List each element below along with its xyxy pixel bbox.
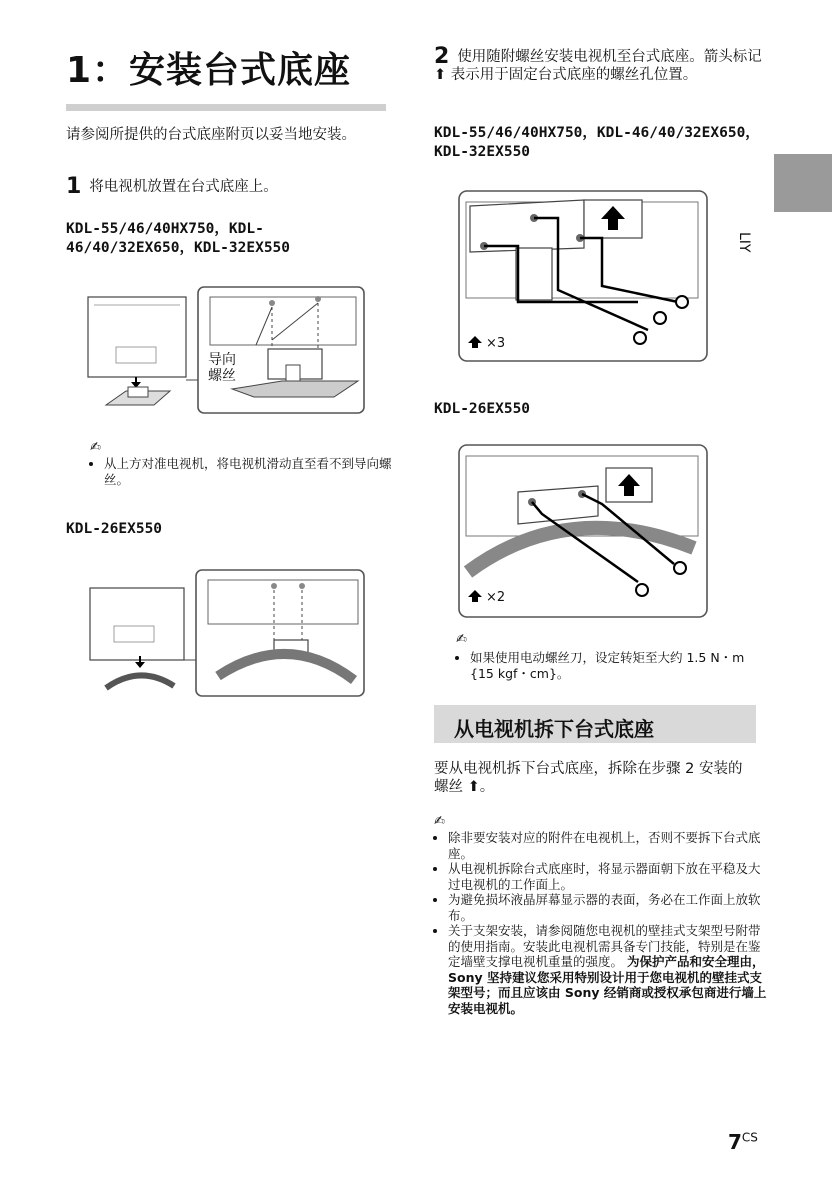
model-list-a: KDL-55/46/40HX750，KDL-46/40/32EX650，KDL-32EX550: [66, 221, 291, 256]
screw-icon: [654, 312, 666, 324]
model-list-b: KDL-26EX550: [66, 521, 163, 537]
note-item-text: 关于支架安装，请参阅随您电视机的壁挂式支架型号附带的使用指南。安装此电视机需具备专门技能，特别是在鉴定墙壁支撑电视机重量的强度。: [448, 923, 761, 969]
section-heading: [434, 705, 756, 743]
side-tab: [774, 154, 832, 212]
step-2-text: 使用随附螺丝安装电视机至台式底座。箭头标记 ⬆ 表示用于固定台式底座的螺丝孔位置。: [434, 49, 762, 83]
note-list-2: [454, 650, 770, 681]
removal-notes: [432, 830, 770, 1016]
page-suffix: CS: [741, 1130, 758, 1145]
model-list-b-right: KDL-26EX550: [434, 401, 531, 417]
step-1-text: 将电视机放置在台式底座上。: [89, 179, 278, 195]
note-icon: ✍: [456, 632, 467, 647]
step-2-number: 2: [434, 44, 450, 69]
tv-back-outline: [90, 588, 184, 660]
note-item: • 如果使用电动螺丝刀，设定转矩至大约 1.5 N・m {15 kgf・cm}。: [470, 650, 770, 681]
note-item: • 除非要安装对应的附件在电视机上，否则不要拆下台式底座。: [448, 830, 770, 861]
note-item: [448, 923, 770, 1016]
screw-count-a: ×3: [486, 336, 506, 351]
step-1: [66, 174, 386, 199]
note-item: • 从上方对准电视机，将电视机滑动直至看不到导向螺丝。: [104, 456, 404, 487]
intro-text: 请参阅所提供的台式底座附页以妥当地安装。: [66, 127, 356, 143]
screw-icon: [676, 296, 688, 308]
note-list-1: [88, 456, 404, 487]
side-label: LIY: [736, 232, 752, 253]
model-list-a-right: KDL-55/46/40HX750，KDL-46/40/32EX650，KDL-32EX550: [434, 125, 760, 160]
section-heading-text: 从电视机拆下台式底座: [454, 717, 654, 741]
page-title: 1：安装台式底座: [66, 50, 352, 91]
guide-screw-icon: [269, 300, 275, 306]
tv-back-outline: [88, 297, 186, 377]
step-2: [434, 44, 764, 84]
screw-count-b: ×2: [486, 590, 506, 605]
guide-screw-icon: [315, 296, 321, 302]
figure-mount-stand-a: [86, 285, 368, 417]
page-number: [728, 1130, 758, 1154]
down-arrow-icon: [135, 662, 145, 668]
page-number-value: 7: [728, 1130, 742, 1154]
screw-icon: [636, 584, 648, 596]
screw-icon: [634, 332, 646, 344]
bold-warning: 为保护产品和安全理由，Sony 坚持建议您采用特别设计用于您电视机的壁挂式支架型号；而且应该由 Sony 经销商或授权承包商进行墙上安装电视机。: [448, 954, 767, 1016]
title-underline: [66, 104, 386, 111]
note-item: • 为避免损坏液晶屏幕显示器的表面，务必在工作面上放软布。: [448, 892, 770, 923]
screw-icon: [674, 562, 686, 574]
note-icon: ✍: [90, 440, 101, 455]
step-1-number: 1: [66, 174, 82, 199]
figure-mount-stand-b: [88, 568, 368, 698]
note-item: • 从电视机拆除台式底座时，将显示器面朝下放在平稳及大过电视机的工作面上。: [448, 861, 770, 892]
note-icon: ✍: [434, 814, 445, 829]
guide-screw-icon: [271, 583, 277, 589]
section-intro: 要从电视机拆下台式底座，拆除在步骤 2 安装的螺丝 ⬆。: [434, 761, 743, 795]
guide-screw-icon: [299, 583, 305, 589]
guide-screw-label: 导向 螺丝: [208, 352, 236, 384]
